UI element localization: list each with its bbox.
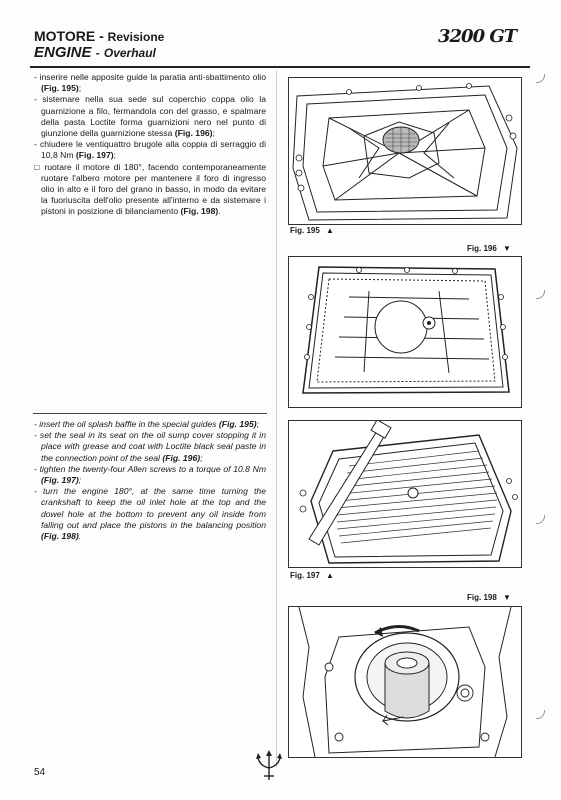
figure-198-caption: Fig. 198 ▼ — [467, 593, 511, 602]
arrow-down-icon: ▼ — [503, 593, 511, 602]
page-number: 54 — [34, 767, 46, 778]
english-step: - turn the engine 180°, at the same time turning the crankshaft to keep the oil inlet hole at the top and the dowel hole at the bottom to prevent any oil inside from falling out and place the pistons in the balancing position (Fig. 198). — [34, 486, 266, 542]
binder-mark — [536, 74, 545, 83]
arrow-up-icon: ▲ — [326, 571, 334, 580]
title-en: ENGINE — [34, 44, 92, 61]
language-separator — [33, 413, 267, 414]
english-step: - tighten the twenty-four Allen screws to a torque of 10.8 Nm (Fig. 197); — [34, 463, 266, 486]
arrow-down-icon: ▼ — [503, 244, 511, 253]
figure-ref: (Fig. 198) — [41, 531, 79, 542]
figure-ref: (Fig. 197) — [41, 475, 79, 486]
figure-ref: (Fig. 196) — [162, 452, 201, 463]
english-text-block — [34, 419, 266, 542]
column-divider — [276, 70, 277, 767]
italian-step: - inserire nelle apposite guide la paratia anti-sbattimento olio (Fig. 195); — [34, 72, 266, 94]
binder-mark — [536, 290, 545, 299]
figure-ref: (Fig. 195) — [218, 419, 257, 429]
trident-logo-icon — [252, 750, 286, 787]
title-it: MOTORE — [34, 28, 96, 44]
english-step: - insert the oil splash baffle in the special guides (Fig. 195); — [34, 419, 259, 429]
title-dash-en: - — [95, 46, 100, 60]
arrow-up-icon: ▲ — [326, 226, 334, 235]
binder-mark — [536, 710, 545, 719]
figure-ref: (Fig. 196) — [174, 128, 213, 139]
italian-step: □ ruotare il motore di 180°, facendo contemporaneamente ruotare l'albero motore per mantenere il foro di ingresso olio in alto e il foro del grano in basso, in modo da evitare la fuoriuscita dell'olio presente all'interno e da sistemare i pistoni in posizione di bilanciamento (Fig. 198). — [34, 161, 266, 217]
figure-196-caption: Fig. 196 ▼ — [467, 244, 511, 253]
subtitle-it: Revisione — [107, 30, 165, 44]
figure-ref: (Fig. 195) — [41, 83, 79, 94]
italian-step: - chiudere le ventiquattro brugole alla coppia di serraggio di 10,8 Nm (Fig. 197); — [34, 139, 266, 161]
binder-mark — [536, 515, 545, 524]
figure-195-caption: Fig. 195 ▲ — [290, 226, 334, 235]
italian-text-block — [34, 72, 266, 218]
model-logo: 3200 GT — [438, 26, 517, 47]
figure-ref: (Fig. 198) — [180, 206, 219, 217]
title-dash-it: - — [99, 28, 104, 44]
figure-195-image — [288, 77, 522, 225]
header-rule — [30, 66, 530, 68]
figure-197-caption: Fig. 197 ▲ — [290, 571, 334, 580]
figure-196-image — [288, 256, 522, 408]
header-title-it — [34, 28, 164, 45]
subtitle-en: Overhaul — [103, 46, 156, 60]
header-title-en — [34, 44, 156, 62]
figure-197-image — [288, 420, 522, 568]
italian-step: - sistemare nella sua sede sul coperchio coppa olio la guarnizione a filo, fermandola con del grasso, e spalmare della pasta Loctite forma guarnizioni nero nel punto di giunzione della guarnizione stessa (Fig. 196); — [34, 94, 266, 139]
figure-ref: (Fig. 197) — [75, 150, 114, 161]
figure-198-image — [288, 606, 522, 758]
english-step: - set the seal in its seat on the oil sump cover stopping it in place with grease and coat with Loctite black seal paste in the connection point of the seal (Fig. 196); — [34, 430, 266, 463]
